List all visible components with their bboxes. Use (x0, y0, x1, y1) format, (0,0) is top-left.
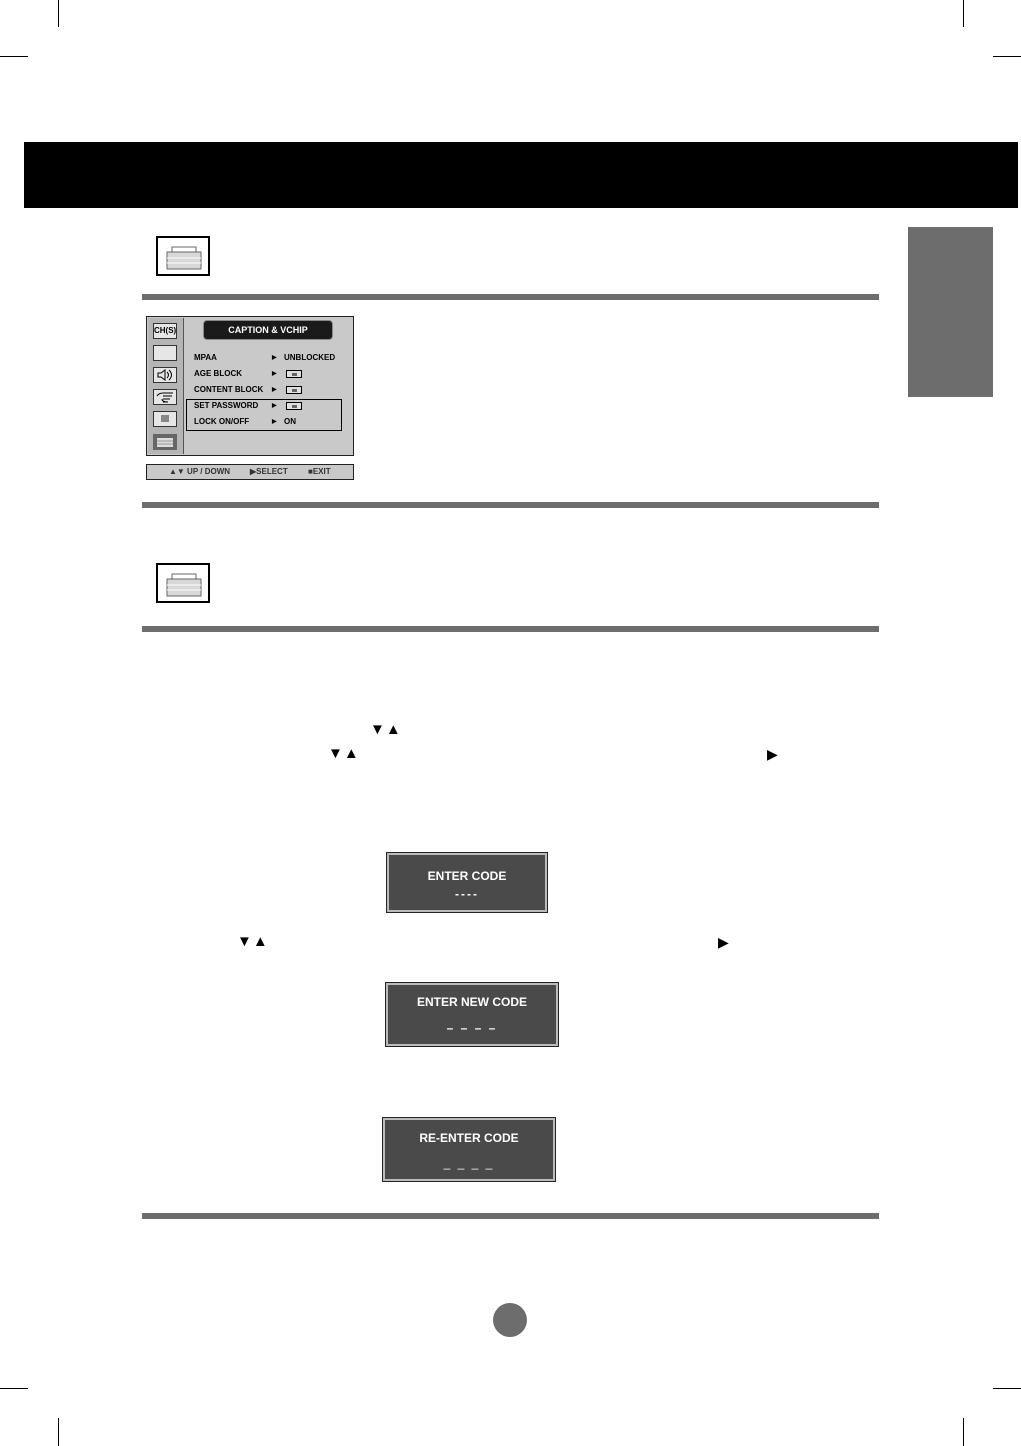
row-value: ON (284, 417, 296, 426)
lock-menu-icon (156, 563, 210, 603)
row-label: AGE BLOCK (194, 369, 242, 378)
enter-code-screen (386, 852, 548, 913)
row-label: CONTENT BLOCK (194, 385, 264, 394)
right-arrow-icon: ▶ (272, 371, 277, 377)
selection-highlight (186, 399, 342, 431)
lock-icon[interactable] (153, 434, 177, 450)
osd-row-mpaa[interactable] (194, 351, 354, 365)
submenu-icon (286, 386, 302, 394)
page-number-marker (493, 1303, 527, 1337)
lock-menu-icon (156, 236, 210, 276)
crop-mark (993, 1388, 1021, 1389)
osd-sidebar (148, 318, 184, 454)
code-title: ENTER CODE (427, 869, 507, 883)
side-tab (908, 227, 993, 397)
down-up-arrows-icon: ▼▲ (328, 745, 360, 762)
osd-help-bar (146, 464, 354, 480)
row-label: LOCK ON/OFF (194, 417, 250, 426)
right-arrow-icon: ▶ (767, 746, 778, 762)
crop-mark (0, 56, 28, 57)
crop-mark (963, 1418, 964, 1446)
right-arrow-icon: ▶ (272, 403, 277, 409)
right-arrow-icon: ▶ (272, 387, 277, 393)
select-hint: ▶SELECT (250, 467, 288, 476)
screen-icon[interactable] (153, 411, 177, 427)
row-value: UNBLOCKED (284, 353, 336, 362)
right-arrow-icon: ▶ (272, 355, 277, 361)
submenu-icon (286, 370, 302, 378)
code-title: RE-ENTER CODE (419, 1131, 519, 1145)
code-digits: _ _ _ _ (443, 1156, 495, 1170)
channel-icon[interactable]: CH(S) (153, 323, 177, 339)
row-label: SET PASSWORD (194, 401, 259, 410)
enter-new-code-screen (385, 982, 559, 1047)
exit-hint: ■EXIT (308, 467, 331, 476)
reenter-code-screen (382, 1117, 556, 1182)
osd-title: CAPTION & VCHIP (203, 320, 333, 340)
code-title: ENTER NEW CODE (416, 995, 527, 1009)
down-up-arrows-icon: ▼▲ (370, 721, 402, 738)
right-arrow-icon: ▶ (718, 934, 729, 950)
section-rule (142, 626, 879, 632)
osd-row-age-block[interactable] (194, 367, 354, 381)
speaker-icon[interactable] (153, 367, 177, 383)
section-rule (142, 502, 879, 508)
crop-mark (993, 56, 1021, 57)
crop-mark (58, 1418, 59, 1446)
section-rule (142, 294, 879, 300)
osd-row-content-block[interactable] (194, 383, 354, 397)
header-bar (24, 142, 1018, 208)
down-up-arrows-icon: ▼▲ (237, 933, 269, 950)
crop-mark (0, 1388, 28, 1389)
row-label: MPAA (194, 353, 217, 362)
code-digits: – – – – (446, 1021, 498, 1035)
osd-menu (146, 316, 354, 456)
crop-mark (963, 0, 964, 27)
up-down-hint: ▲▼ UP / DOWN (169, 467, 231, 476)
section-rule (142, 1213, 879, 1219)
hand-pointer-icon[interactable] (153, 389, 177, 405)
crop-mark (58, 0, 59, 27)
right-arrow-icon: ▶ (272, 419, 277, 425)
code-digits: ---- (455, 887, 479, 901)
picture-icon[interactable] (153, 345, 177, 361)
